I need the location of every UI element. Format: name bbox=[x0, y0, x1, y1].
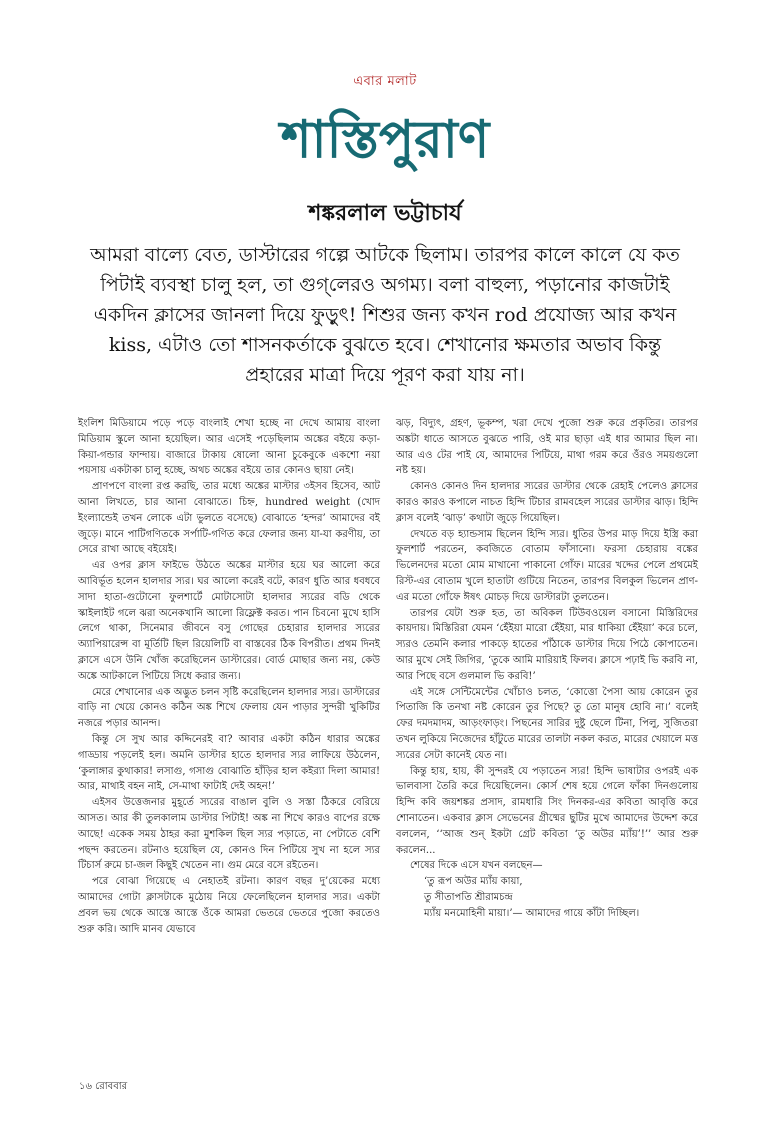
body-paragraph: শেষের দিকে এসে যখন বলছেন— bbox=[410, 860, 543, 872]
left-column bbox=[78, 416, 380, 937]
body-paragraph: পরে বোঝা গিয়েছে এ নেহাতই রটনা। কারণ বছর দু’য়েকের মধ্যে আমাদের গোটা ক্লাসটাকে মুঠোয় নিয়ে ফেলেছিলেন হালদার স্যর। একটা প্রবল ভয় থেকে আস্তে আস্তে ওঁকে আমরা ভেতরে ভেতরে পুজো করতেও শুরু করি। আদি মানব যেভাবে bbox=[78, 876, 380, 935]
standfirst: আমরা বাল্যে বেত, ডাস্টারের গল্পে আটকে ছিলাম। তারপর কালে কালে যে কত পিটাই ব্যবস্থা চালু হল, তা গুগ্‌লেরও অগম্য। বলা বাহুল্য, পড়ানোর কাজটাই একদিন ক্লাসের জানলা দিয়ে ফুড়ুৎ! শিশুর জন্য কখন rod প্রযোজ্য আর কখন kiss, এটাও তো শাসনকর্তাকে বুঝতে হবে। শেখানোর ক্ষমতার অভাব কিন্তু প্রহারের মাত্রা দিয়ে পূরণ করা যায় না। bbox=[90, 244, 680, 386]
article-title: শাস্তিপুরাণ bbox=[280, 110, 490, 170]
body-paragraph: প্রাণপণে বাংলা রপ্ত করছি, তার মধ্যে অঙ্কের মাস্টার ৩ইসব হিসেব, আট আনা লিখতে, চার আনা বোঝাতে। চিহ্ন, hundred weight (খোদ ইংল্যান্ডেই তখন লোকে এটা ভুলতে বসেছে) বোঝাতে ‘হন্দর’ আমাদের বই জুড়ে। মানে পাটিগণিতকে সর্পাটি-গণিত করে ফেলার জন্য যা-যা করণীয়, তা সেরে রাখা আছে বইয়েই। bbox=[78, 481, 380, 556]
verse-line: ম্যাঁয় মনমোহিনী মায়া।’— আমাদের গায়ে কাঁটা দিচ্ছিল। bbox=[424, 907, 640, 919]
body-columns bbox=[78, 416, 698, 937]
body-paragraph: ইংলিশ মিডিয়ামে পড়ে পড়ে বাংলাই শেখা হচ্ছে না দেখে আমায় বাংলা মিডিয়াম স্কুলে আনা হয়েছিল। আর এসেই পড়েছিলাম অঙ্কের বইয়ে কড়া-কিয়া-গন্ডার ফান্দায়। বাজারে টাকায় ষোলো আনা চুকেবুকে একশো নয়া পয়সায় একটাকা চালু হচ্ছে, অথচ অঙ্কের বইয়ে তার কোনও ছায়া নেই। bbox=[78, 418, 380, 477]
body-paragraph: এইসব উত্তেজনার মুহূর্তে স্যরের বাঙাল বুলি ও সস্তা ঠিকরে বেরিয়ে আসত। আর কী তুলকালাম ডাস্টার পিটাই! অঙ্ক না শিখে কারও বাপের রক্ষে আছে! একেক সময় ঠাহর করা মুশকিল ছিল স্যর পড়াতে, না পেটাতে বেশি পছন্দ করতেন। রটনাও হয়েছিল যে, কোনও দিন পিটিয়ে সুখ না হলে স্যর টিচার্স রুমে চা-জল কিছুই খেতেন না। গুম মেরে বসে রইতেন। bbox=[78, 797, 380, 872]
page-footer: ১৬ রোববার bbox=[79, 1081, 128, 1092]
body-paragraph: দেখতে বড় হ্যান্ডসাম ছিলেন হিন্দি স্যর। ধুতির উপর মাড় দিয়ে ইস্ত্রি করা ফুলশার্ট পরতেন, কবজিতে বোতাম ফাঁসানো। ফরসা চেহারায় বঙ্কের ভিলেনদের মতো মোম মাখানো পাকানো গোঁফ। মারের খদ্দের পেলে প্রথমেই রিস্ট-এর বোতাম খুলে হাতাটা গুটিয়ে নিতেন, তারপর বিলকুল ভিলেন প্রাণ-এর মতো গোঁফে ঈষৎ মোচড় দিয়ে ডাস্টারটা তুলতেন। bbox=[396, 528, 698, 603]
body-paragraph: তারপর যেটা শুরু হত, তা অবিকল টিউবওয়েল বসানো মিস্তিরিদের কায়দায়। মিস্তিরিরা যেমন ‘হেঁইয়া মারো হেঁইয়া, মার ধাকিয়া হেঁইয়া’ করে চলে, স্যরও তেমনি কলার পাকড়ে হাতের পাঁঠাকে ডাস্টার দিয়ে পিঠে কোপাতেন। আর মুখে সেই জিগির, ‘তুকে আমি মারিয়াই ফিলব। ক্লাসে পঢ়াই ভি করবি না, আর পিছে বসে গুলমাল ভি করবি!’ bbox=[396, 607, 698, 682]
body-paragraph: এই সঙ্গে সেন্টিমেন্টের খোঁচাও চলত, ‘কোত্তো পৈসা আয় কোরেন তুর পিতাজি কি তনখা নষ্ট কোরেন তুর পিছে? তু তো মানুষ হোবি না।’ বলেই ফের দমদমাদম, আড়ংফাড়ং। পিছনের সারির দুষ্টু ছেলে টিনা, পিলু, সুজিতরা তখন লুকিয়ে নিজেদের হাঁটুতে মারের তালটা নকল করত, মারের খেয়ালে মত্ত স্যরের সেটা কানেই যেত না। bbox=[396, 686, 698, 761]
body-paragraph: কিন্তু হায়, হায়, কী সুন্দরই যে পড়াতেন স্যর! হিন্দি ভাষাটার ওপরই এক ভালবাসা তৈরি করে দিয়েছিলেন। কোর্স শেষ হয়ে গেলে ফাঁকা দিনগুলোয় হিন্দি কবি জয়শঙ্কর প্রসাদ, রামধারি সিং দিনকর-এর কবিতা আবৃত্তি করে শোনাতেন। একবার ক্লাস সেভেনের গ্রীষ্মের ছুটির মুখে আমাদের উদ্দেশ করে বললেন, ‘‘আজ শুন্‌ ইকটা গ্রেট কবিতা ‘তু অউর ম্যাঁয়’!’’ আর শুরু করলেন... bbox=[396, 765, 698, 856]
body-paragraph: এর ওপর ক্লাস ফাইভে উঠতে অঙ্কের মাস্টার হয়ে ঘর আলো করে আবির্ভূত হলেন হালদার স্যর। ঘর আলো করেই বটে, কারণ ধুতি আর ধবধবে সাদা হাতা-গুটোনো ফুলশার্টে মোটাসোটা হালদার স্যরের বডি থেকে স্কাইলাইট গলে ঝরা অনেকখানি আলো রিফ্লেক্ট করত। পান চিবনো মুখে হাসি লেগে থাকা, সিনেমার জীবনে বসু গোছের চেহারার হালদার স্যরের অ্যাপিয়ারেন্স বা মূর্তিটি ছিল রিয়েলিটি বা বাস্তবের ঠিক বিপরীত। প্রথম দিনই ক্লাসে এসে উনি খোঁজ করেছিলেন ডাস্টারের। বোর্ড মোছার জন্য নয়, কেউ অঙ্কে আটকালে পিটিয়ে সিধে করার জন্য। bbox=[78, 560, 380, 682]
section-kicker: এবার মলাট bbox=[353, 74, 417, 89]
right-column bbox=[396, 416, 698, 937]
body-paragraph: ঝড়, বিদ্যুৎ, গ্রহণ, ভূকম্প, খরা দেখে পুজো শুরু করে প্রকৃতির। তারপর অঙ্কটা ধাতে আসতে বুঝতে পারি, ওই মার ছাড়া এই ধার আমার ছিল না। আর এও টের পাই যে, আমাদের পিটিয়ে, মাথা গরম করে ওঁরও সময়গুলো নষ্ট হয়। bbox=[396, 418, 698, 477]
body-paragraph: কোনও কোনও দিন হালদার স্যরের ডাস্টার থেকে রেহাই পেলেও ক্লাসের কারও কারও কপালে নাচত হিন্দি টিচার রামবহেল স্যরের ডাস্টার ঝাড়। হিন্দি ক্লাস বলেই ‘ঝাড়’ কথাটা জুড়ে গিয়েছিল। bbox=[396, 481, 698, 524]
verse-line: তু সীতাপতি শ্রীরামচন্দ্র bbox=[424, 891, 513, 903]
body-paragraph: মেরে শেখানোর এক অদ্ভুত চলন সৃষ্টি করেছিলেন হালদার স্যর। ডাস্টারের বাড়ি না খেয়ে কোনও কঠিন অঙ্ক শিখে ফেলায় যেন পাড়ার সুন্দরী খুকিটির নজরে পড়ার আনন্দ। bbox=[78, 686, 380, 730]
author-byline: শঙ্করলাল ভট্টাচার্য bbox=[308, 201, 462, 226]
verse-line: ‘তু রূপ অউর ম্যাঁয় কায়া, bbox=[424, 876, 523, 888]
body-paragraph: কিন্তু সে সুখ আর কদ্দিনেরই বা? আবার একটা কঠিন ধারার অঙ্কের গাড্ডায় পড়লেই হল। অমনি ডাস্টার হাতে হালদার স্যর লাফিয়ে উঠলেন, ‘কুলাঙ্গার কুথাকার! লসাগু, গসাগু বোঝাতি হাঁড়ির হাল কইর‍্যা দিলা আমার! আর, মাথাই বহন নাই, সে-মাথা ফাটাই দেই অহন!’ bbox=[78, 733, 380, 793]
